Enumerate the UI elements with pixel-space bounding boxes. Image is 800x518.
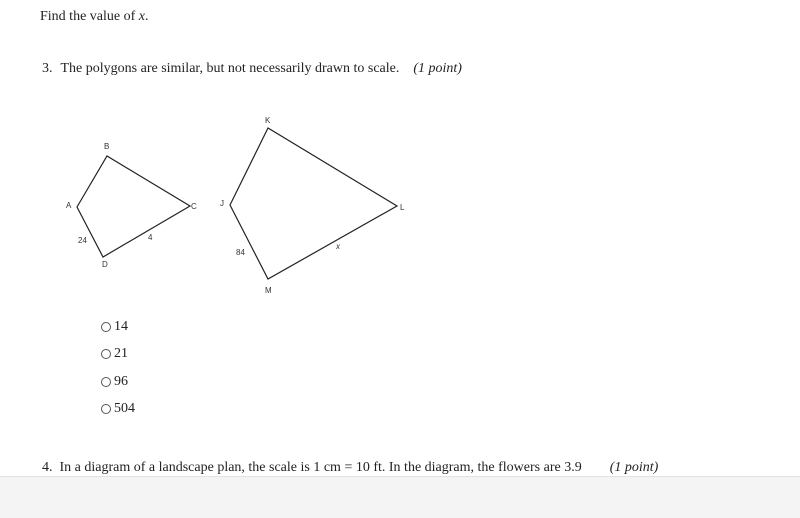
- radio-button[interactable]: [101, 377, 111, 387]
- vertex-label-k: K: [265, 116, 271, 125]
- question-number: 3.: [42, 61, 53, 76]
- vertex-label-d: D: [102, 260, 108, 269]
- question-points: (1 point): [609, 460, 659, 475]
- answer-option-label: 96: [114, 373, 128, 389]
- radio-button[interactable]: [101, 349, 111, 359]
- vertex-label-b: B: [104, 142, 110, 151]
- side-label-dc: 4: [148, 233, 153, 242]
- answer-option-label: 14: [114, 318, 128, 334]
- vertex-label-j: J: [220, 199, 224, 208]
- polygon-abcd: [77, 156, 190, 257]
- vertex-label-m: M: [265, 286, 272, 295]
- question-text: In a diagram of a landscape plan, the scale is 1 cm = 10 ft. In the diagram, the flowers are 3.9: [59, 460, 582, 475]
- question-4: [42, 460, 658, 476]
- side-label-jm: 84: [236, 248, 245, 257]
- answer-option-2[interactable]: [101, 341, 135, 369]
- radio-button[interactable]: [101, 404, 111, 414]
- side-label-ml: x: [336, 242, 340, 251]
- question-text: The polygons are similar, but not necessarily drawn to scale.: [60, 61, 400, 76]
- question-number: 4.: [42, 460, 53, 475]
- answer-option-4[interactable]: [101, 396, 135, 424]
- radio-button[interactable]: [101, 322, 111, 332]
- side-label-ad: 24: [78, 236, 87, 245]
- instruction-variable: x: [138, 9, 145, 24]
- answer-option-label: 504: [114, 401, 135, 417]
- polygon-jklm: [230, 128, 397, 279]
- answer-option-3[interactable]: [101, 368, 135, 396]
- answer-option-1[interactable]: [101, 313, 135, 341]
- instruction-suffix: .: [144, 9, 149, 24]
- instruction-prefix: Find the value of: [40, 9, 139, 24]
- answer-options: [101, 313, 135, 423]
- vertex-label-l: L: [400, 203, 405, 212]
- vertex-label-c: C: [191, 202, 197, 211]
- answer-option-label: 21: [114, 346, 128, 362]
- question-points: (1 point): [413, 61, 462, 76]
- vertex-label-a: A: [66, 201, 72, 210]
- bottom-toolbar: [0, 476, 800, 518]
